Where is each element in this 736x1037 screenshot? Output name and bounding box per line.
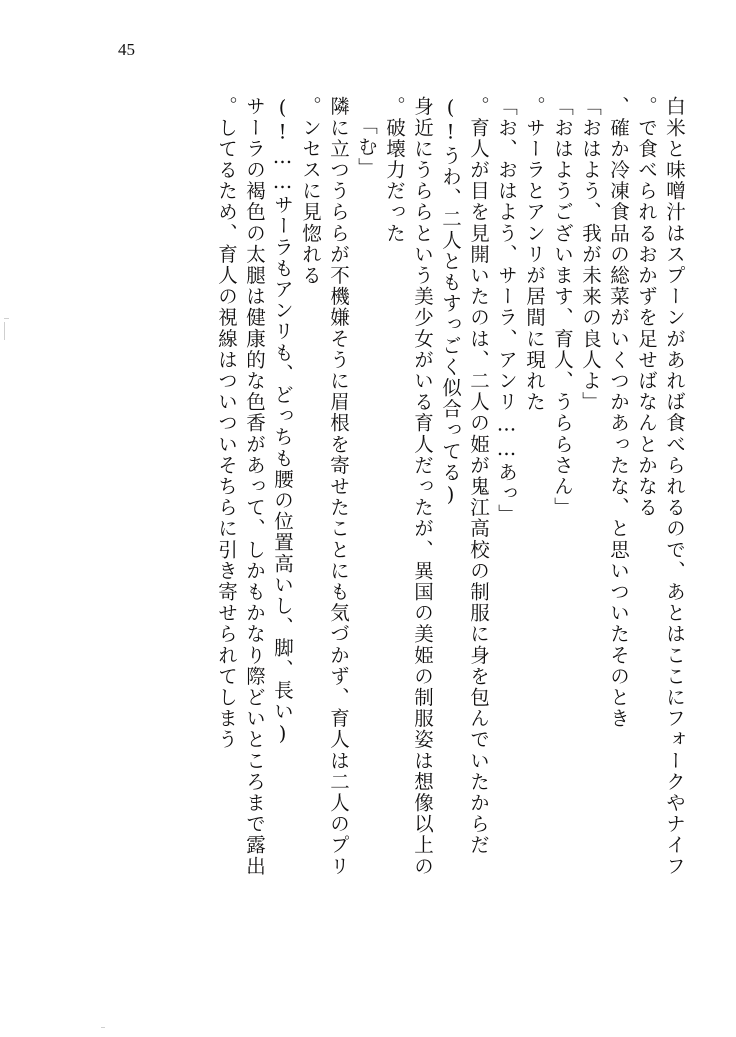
text-column: 「おはようございます、育人、うららさん」 [551,96,574,519]
text-column: してるため、育人の視線はついついそちらに引き寄せられてしまう。 [215,96,238,751]
text-column: サーラの褐色の太腿は健康的な色香があって、しかもかなり際どいところまで露出 [243,96,266,877]
text-column: ンセスに見惚れる。 [299,96,322,286]
text-column: (うわ、二人ともすっごく似合ってる!) [439,96,462,508]
text-column: 身近にうららという美少女がいる育人だったが、異国の美姫の制服姿は想像以上の [411,96,434,877]
text-column: サーラとアンリが居間に現れた。 [523,96,546,413]
text-column: (サーラもアンリも、どっちも腰の位置高いし、脚、長い……!) [271,96,294,747]
text-column: 破壊力だった。 [383,96,406,244]
text-column: 「おはよう、我が未来の良人よ」 [579,96,602,413]
text-column: 「む」 [355,115,378,179]
text-column: 白米と味噌汁はスプーンがあれば食べられるので、あとはここにフォークやナイフ [663,96,686,877]
registration-mark-left-horizontal [4,318,9,319]
text-column: 育人が目を見開いたのは、二人の姫が鬼江高校の制服に身を包んでいたからだ。 [467,96,490,856]
text-column: 「お、おはよう、サーラ、アンリ……あっ」 [495,96,518,526]
registration-mark-left-vertical [4,322,5,340]
text-column: 隣に立つうららが不機嫌そうに眉根を寄せたことにも気づかず、育人は二人のプリ [327,96,350,877]
vertical-text-block [208,96,684,956]
page-number: 45 [118,40,135,59]
text-column: 確か冷凍食品の総菜がいくつかあったな、と思いついたそのとき、 [607,96,630,730]
text-column: で食べられるおかずを足せばなんとかなる。 [635,96,658,519]
registration-mark-bottom [101,1027,105,1028]
